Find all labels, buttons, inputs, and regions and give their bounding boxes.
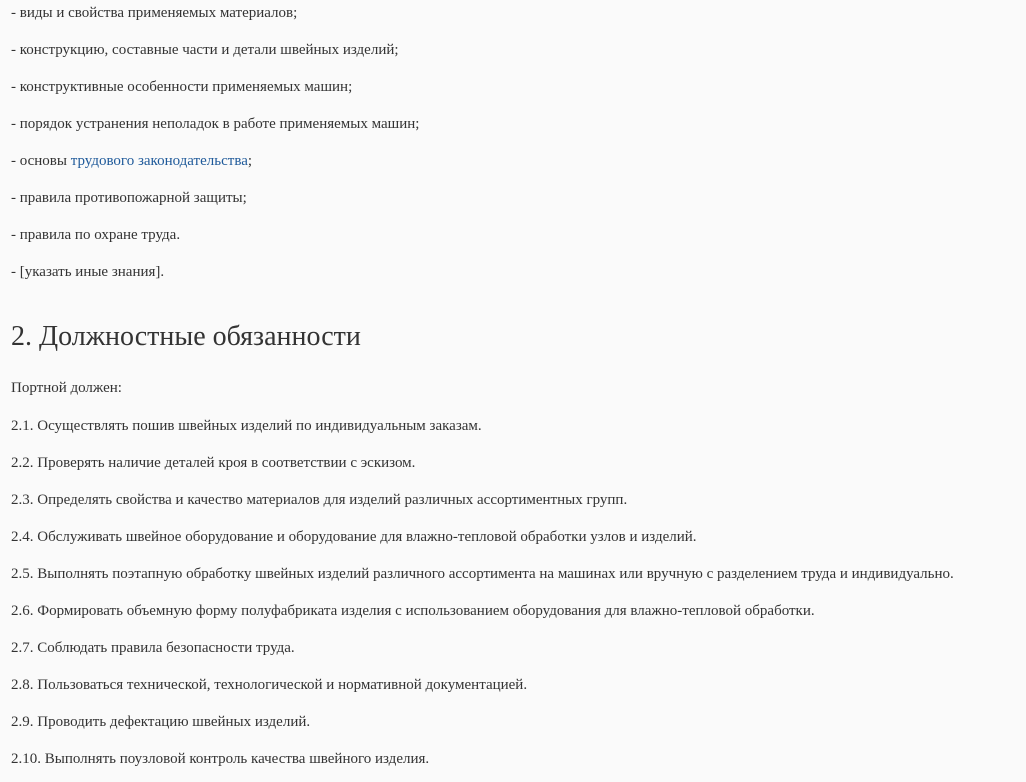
duty-item: 2.8. Пользоваться технической, технологической и нормативной документацией. [11,677,528,693]
duty-item: 2.1. Осуществлять пошив швейных изделий по индивидуальным заказам. [11,418,482,434]
duty-item: 2.4. Обслуживать швейное оборудование и оборудование для влажно-тепловой обработки узлов и изделий. [11,529,697,545]
duty-item: 2.6. Формировать объемную форму полуфабриката изделия с использованием оборудования для влажно-тепловой обработки. [11,603,815,619]
duty-item: 2.3. Определять свойства и качество материалов для изделий различных ассортиментных групп. [11,492,628,508]
knowledge-list-item: - правила противопожарной защиты; [11,190,247,206]
knowledge-list-item: - правила по охране труда. [11,227,181,243]
duty-item: 2.9. Проводить дефектацию швейных изделий. [11,714,311,730]
duty-item: 2.2. Проверять наличие деталей кроя в соответствии с эскизом. [11,455,416,471]
knowledge-list-item: - виды и свойства применяемых материалов; [11,5,298,21]
knowledge-list-item: - конструктивные особенности применяемых машин; [11,79,353,95]
labor-law-suffix: ; [247,153,253,169]
labor-law-prefix: - основы [11,153,71,169]
duty-item: 2.7. Соблюдать правила безопасности труда. [11,640,295,656]
duty-item: 2.10. Выполнять поузловой контроль качества швейного изделия. [11,751,430,767]
duty-item: 2.5. Выполнять поэтапную обработку швейных изделий различного ассортимента на машинах или вручную с разделением труда и индивидуально. [11,566,954,582]
knowledge-list-item: - конструкцию, составные части и детали швейных изделий; [11,42,399,58]
duties-intro: Портной должен: [11,380,122,396]
knowledge-list-item: - [указать иные знания]. [11,264,165,280]
labor-law-link[interactable]: трудового законодательства [70,153,248,169]
knowledge-list-item-labor-law [11,151,252,171]
section-heading-duties: 2. Должностные обязанности [11,321,361,352]
knowledge-list-item: - порядок устранения неполадок в работе применяемых машин; [11,116,420,132]
